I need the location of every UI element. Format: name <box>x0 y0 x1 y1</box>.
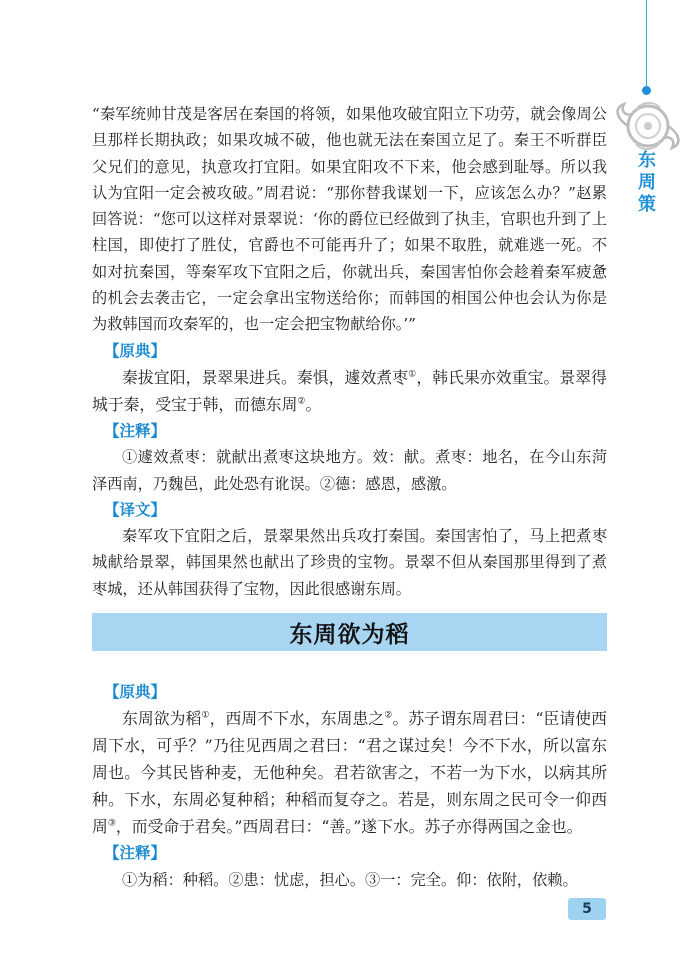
upper-content <box>92 101 607 602</box>
side-title-char: 东 <box>638 150 656 171</box>
yiwen-text: 秦军攻下宜阳之后，景翠果然出兵攻打秦国。秦国害怕了，马上把煮枣城献给景翠，韩国果然也献出了珍贵的宝物。景翠不但从秦国那里得到了煮枣城，还从韩国获得了宝物，因此很感谢东周。 <box>92 527 607 598</box>
side-accent-dot <box>642 86 651 95</box>
footnote-marker: ③ <box>107 819 116 830</box>
yiwen-label: 【译文】 <box>104 500 167 519</box>
dragon-emblem-icon <box>610 96 688 156</box>
zhushi-label: 【注释】 <box>104 421 167 440</box>
footnote-marker: ② <box>297 396 306 407</box>
side-title-char: 策 <box>638 194 656 215</box>
section-title-banner <box>92 613 607 651</box>
yuandian-label: 【原典】 <box>104 341 167 360</box>
yuandian-text: 秦拔宜阳，景翠果进兵。秦惧，遽效煮枣①，韩氏果亦效重宝。景翠得城于秦，受宝于韩，而德东周②。 <box>92 367 607 414</box>
translation-continued: “秦军统帅甘茂是客居在秦国的将领，如果他攻破宜阳立下功劳，就会像周公旦那样长期执政；如果攻城不破，他也就无法在秦国立足了。秦王不听群臣父兄们的意见，执意攻打宜阳。如果宜阳攻不下来，他会感到耻辱。所以我认为宜阳一定会被攻破。”周君说：“那你替我谋划一下，应该怎么办？”赵累回答说：“您可以这样对景翠说：‘你的爵位已经做到了执圭，官职也升到了上柱国，即使打了胜仗，官爵也不可能再升了；如果不取胜，就难逃一死。不如对抗秦国，等秦军攻下宜阳之后，你就出兵，秦国害怕你会趁着秦军疲惫的机会去袭击它，一定会拿出宝物送给你；而韩国的相国公仲也会认为你是为救韩国而攻秦军的，也一定会把宝物献给你。’” <box>92 105 607 334</box>
section-title: 东周欲为稻 <box>289 620 410 648</box>
footnote-marker: ② <box>384 711 393 722</box>
side-accent-line <box>646 0 647 88</box>
zhushi-label: 【注释】 <box>104 844 167 863</box>
side-chapter-title <box>633 150 661 216</box>
yuandian-text: 东周欲为稻①，西周不下水，东周患之②。苏子谓东周君曰：“臣请使西周下水，可乎？”乃往见西周之君曰：“君之谋过矣！今不下水，所以富东周也。今其民皆种麦，无他种矣。君若欲害之，不若一为下水，以病其所种。下水，东周必复种稻；种稻而复夺之。若是，则东周之民可令一仰西周③，而受命于君矣。”西周君曰：“善。”遂下水。苏子亦得两国之金也。 <box>92 709 607 837</box>
lower-content <box>92 679 607 893</box>
footnote-marker: ① <box>408 369 417 380</box>
zhushi-text: ①为稻：种稻。②患：忧虑，担心。③一：完全。仰：依附，依赖。 <box>122 870 578 889</box>
side-title-char: 周 <box>638 172 656 193</box>
zhushi-text: ①遽效煮枣：就献出煮枣这块地方。效：献。煮枣：地名，在今山东菏泽西南，乃魏邑，此处恐有讹误。②德：感恩，感激。 <box>92 448 607 493</box>
yuandian-label: 【原典】 <box>104 683 167 701</box>
page-number: 5 <box>568 898 606 920</box>
footnote-marker: ① <box>201 711 210 722</box>
